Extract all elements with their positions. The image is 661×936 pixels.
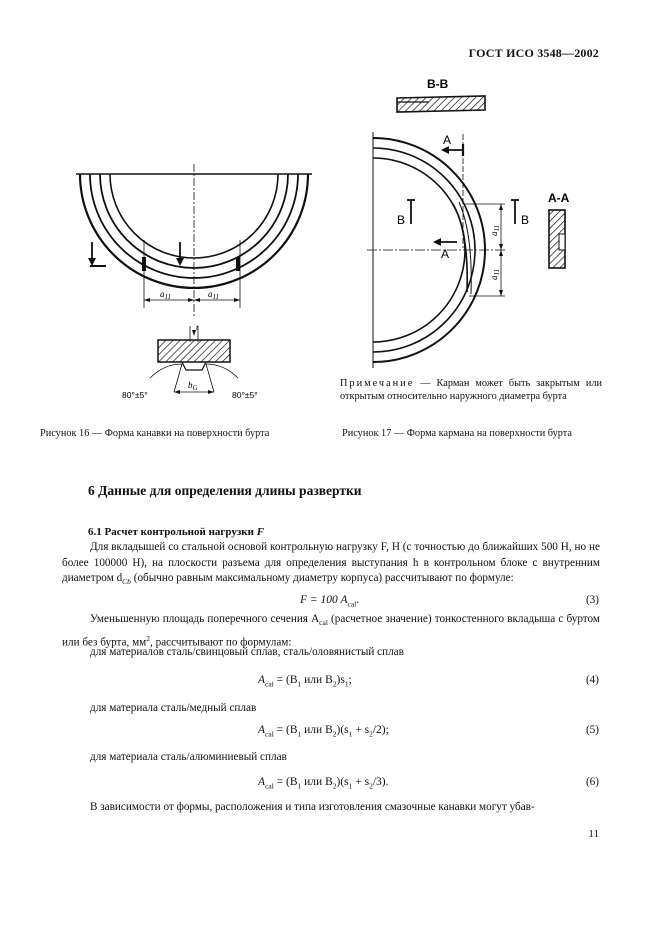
- label-bg: $b_G$: [188, 380, 198, 392]
- label-section-bb: B-B: [427, 77, 449, 91]
- subsection-title: 6.1 Расчет контрольной нагрузки F: [88, 526, 265, 538]
- label-angle-left: 80°±5°: [122, 390, 148, 400]
- page-number: 11: [588, 828, 599, 840]
- paragraph-2: Уменьшенную площадь поперечного сечения $A_{cal}$ (расчетное значение) тонкостенного вкладыша с буртом или без бурта, $мм^2$, рассчитывают по формулам:: [62, 613, 600, 649]
- label-angle-right: 80°±5°: [232, 390, 258, 400]
- paragraph-3: для материалов сталь/свинцовый сплав, сталь/оловянистый сплав: [90, 646, 404, 658]
- formula-3: F = 100 $A_{cal}$.: [300, 594, 360, 609]
- label-a11-top: $a_{11}$: [489, 225, 501, 236]
- label-a11-left: $a_{11}$: [160, 289, 171, 301]
- label-b-left: B: [397, 213, 406, 227]
- label-t: t: [196, 323, 199, 332]
- paragraph-6: В зависимости от формы, расположения и типа изготовления смазочные канавки могут убав-: [90, 801, 535, 813]
- formula-5-number: (5): [585, 724, 599, 736]
- figure-17-note: [340, 377, 602, 403]
- paragraph-5: для материала сталь/алюминиевый сплав: [90, 751, 287, 763]
- label-section-aa: A-A: [548, 191, 570, 205]
- label-a-top: A: [443, 133, 452, 147]
- figure-17-drawing: [345, 72, 590, 372]
- formula-4-number: (4): [585, 674, 599, 686]
- formula-4: $A_{cal} = (B_1$ или $B_2)s_1$;: [258, 674, 352, 689]
- paragraph-1: Для вкладышей со стальной основой контрольную нагрузку F, Н (с точностью до ближайших 500 Н, но не более 100000 Н), на плоскости разъема для определения выступания h в контрольном блоке с внутренним диаметром $d_{Cb}$ (обычно равным максимальному диаметру корпуса) рассчитывают по формуле:: [62, 541, 600, 587]
- paragraph-4: для материала сталь/медный сплав: [90, 702, 257, 714]
- formula-3-number: (3): [585, 594, 599, 606]
- figure-17-caption: Рисунок 17 — Форма кармана на поверхности бурта: [342, 428, 573, 439]
- label-b-right: B: [521, 213, 530, 227]
- figure-16-caption: Рисунок 16 — Форма канавки на поверхности бурта: [40, 428, 270, 439]
- label-a11-right: $a_{11}$: [208, 289, 219, 301]
- section-title: 6 Данные для определения длины развертки: [88, 483, 362, 498]
- label-a-bottom: A: [441, 247, 450, 261]
- document-header: ГОСТ ИСО 3548—2002: [468, 46, 599, 60]
- formula-6: $A_{cal} = (B_1$ или $B_2)(s_1 + s_2/3)$.: [258, 776, 389, 791]
- formula-6-number: (6): [585, 776, 599, 788]
- label-a11-bottom: $a_{11}$: [489, 269, 501, 280]
- note-text: — Карман может быть закрытым или открытым относительно наружного диаметра бурта: [340, 378, 602, 402]
- note-lead: Примечание: [340, 378, 415, 389]
- formula-5: $A_{cal} = (B_1$ или $B_2)(s_1 + s_2/2)$;: [258, 724, 389, 739]
- figure-16-drawing: [70, 160, 320, 415]
